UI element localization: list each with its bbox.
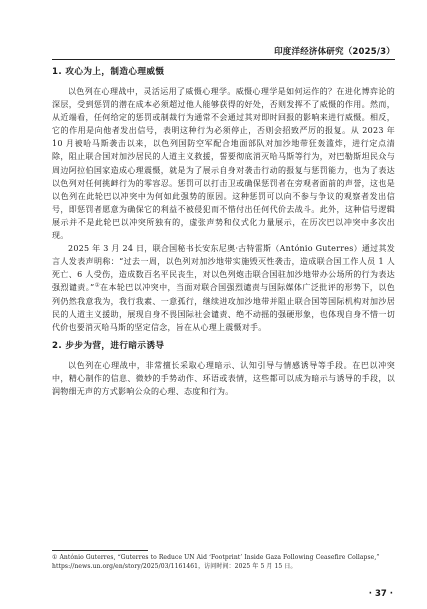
quote-text: 2025 年 3 月 24 日，联合国秘书长安东尼奥·古特雷斯（António Guterres）通过其发言人发表声明称：“过去一周，以色列对加沙地带实施毁灭性袭击，造成联合国工作人员 1 人死亡、6 人受伤，造成数百名平民丧生，对以色列炮击联合国驻加沙地带办公场所的行为表达强烈谴责。” bbox=[52, 244, 395, 293]
paragraph: 以色列在心理战中，非常擅长采取心理暗示、认知引导与情感诱导等手段。在巴以冲突中，精心制作的信息、微妙的手势动作、环语或表情，这些都可以成为暗示与诱导的手段，以润物细无声的方式影响公众的心理、态度和行为。 bbox=[52, 360, 395, 396]
paragraph-with-quote bbox=[52, 242, 395, 334]
journal-running-header: 印度洋经济体研究（2025/3） bbox=[274, 47, 395, 57]
page-number: · 37 · bbox=[368, 589, 393, 599]
header-rule bbox=[52, 59, 395, 60]
page-body bbox=[52, 66, 395, 398]
footnote-reference: ① bbox=[94, 282, 101, 289]
quote-continuation: 在本轮巴以冲突中，当面对联合国强烈谴责与国际媒体广泛批评的形势下，以色列仍然我意我为，我行我素、一意孤行，继续进攻加沙地带并阻止联合国等国际机构对加沙居民的人道主义援助，展现自身不畏国际社会谴责、绝不动摇的强硬形象，也体现自身不惜一切代价也要消灭哈马斯的坚定信念，旨在从心理上震慑对手。 bbox=[52, 283, 396, 332]
section-title-1: 1. 攻心为上，制造心理威慑 bbox=[52, 67, 165, 77]
section-title-2: 2. 步步为营，进行暗示诱导 bbox=[52, 340, 165, 351]
footnote-rule bbox=[52, 550, 148, 551]
footnote bbox=[52, 554, 395, 571]
footnote-text: António Guterres, “Guterres to Reduce UN Aid ‘Footprint’ Inside Gaza Following Ceasefire Collapse,” https://news.un.org/en/story/2025/03/1161461，访问时间：2025 年 5 月 15 日。 bbox=[52, 554, 380, 570]
paragraph: 以色列在心理战中，灵活运用了威慑心理学。威慑心理学是如何运作的？在进化博弈论的深层，受到惩罚的潜在成本必须超过他人能够获得的好处，否则发挥不了威慑的作用。然而，从近端看，任何给定的惩罚或制裁行为通常不会通过其对即时回报的影响来进行威慑。相反，它的作用是向他者发出信号，表明这种行为必须停止，否则会招致严厉的报复。从 2023 年 10 月被哈马斯袭击以来，以色列国防空军配合地面部队对加沙地带狂轰滥炸，进行定点清除，阻止联合国对加沙居民的人道主义救援，誓要彻底消灭哈马斯等行为，对巴勒斯坦民众与周边阿拉伯国家造成心理震慑，就是为了展示自身对袭击行动的报复与惩罚能力，也为了表达以色列对任何挑衅行为的零容忍。惩罚可以打击卫或确保惩罚者在旁观者面前的声誉，这也是以色列在此轮巴以冲突中为何如此强势的原因。这种惩罚可以向不参与争议的观察者发出信号，即惩罚者愿意为确保它的利益不被侵犯而不惜付出任何代价去战斗。此外，这种信号逻辑展示并不是此轮巴以冲突所独有的，虚张声势和仪式化力量展示，在历次巴以冲突中多次出现。 bbox=[52, 87, 395, 241]
footnote-mark: ① bbox=[52, 554, 58, 561]
